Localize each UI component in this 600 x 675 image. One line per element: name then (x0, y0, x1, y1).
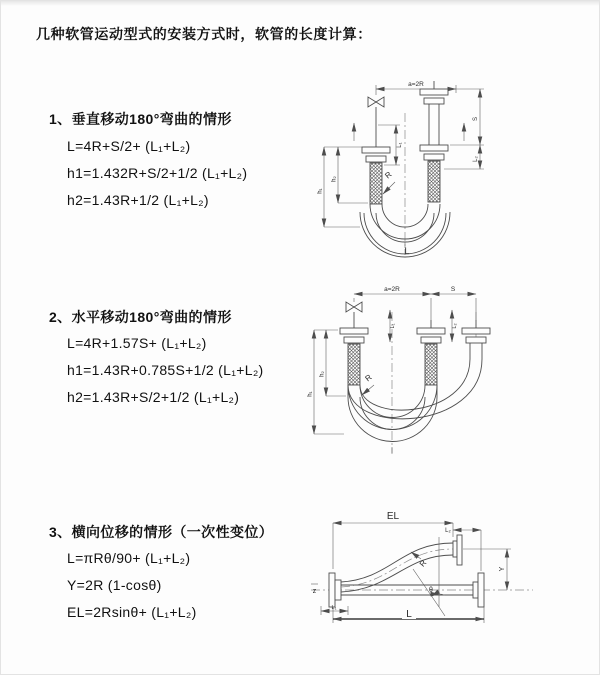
page-title: 几种软管运动型式的安装方式时，软管的长度计算： (36, 26, 372, 42)
length-label: L (404, 246, 410, 256)
section-2-heading: 2、水平移动180°弯曲的情形 (49, 309, 232, 325)
dim-label-y: Y (499, 566, 506, 572)
angle-label: θ (429, 587, 433, 594)
section-3-heading: 3、横向位移的情形（一次性变位） (49, 524, 274, 540)
dim-label-l1: L₁ (397, 142, 403, 148)
s-curve-hose (341, 535, 462, 592)
diagram-lateral-displacement (301, 499, 600, 654)
valve-icon (368, 97, 384, 147)
dim-label-s: S (450, 286, 456, 293)
radius-label: R (417, 558, 429, 569)
radius-label: R (383, 169, 394, 181)
dim-label-h2: h₂ (319, 371, 326, 377)
dimension-lines (318, 81, 485, 256)
dim-label-h2: h₂ (331, 176, 338, 182)
dim-label-l: L (406, 609, 412, 620)
dim-label-h1: h₁ (307, 391, 314, 397)
section-1-heading: 1、垂直移动180°弯曲的情形 (49, 111, 232, 127)
dim-label-l1: L₁ (331, 605, 337, 611)
dim-label-l2: L₂ (452, 323, 458, 329)
dim-label-l2: L₂ (445, 528, 451, 534)
svg-text:z: z (312, 588, 317, 595)
formula-line: h2=1.43R+1/2 (L₁+L₂) (67, 192, 209, 208)
formula-line: EL=2Rsinθ+ (L₁+L₂) (67, 604, 197, 620)
formula-line: h2=1.43R+S/2+1/2 (L₁+L₂) (67, 389, 240, 405)
formula-line: L=πRθ/90+ (L₁+L₂) (67, 550, 191, 566)
middle-pipe-end (417, 320, 445, 385)
dim-label-a2r: a=2R (384, 286, 400, 293)
centerline-mark-icon (311, 584, 318, 595)
dim-label-l2: L₂ (473, 156, 479, 162)
formula-line: L=4R+1.57S+ (L₁+L₂) (67, 335, 207, 351)
formula-line: Y=2R (1-cosθ) (67, 577, 162, 593)
dim-label-l1: L₁ (390, 323, 396, 329)
left-flange-end (329, 573, 341, 607)
formula-line: L=4R+S/2+ (L₁+L₂) (67, 138, 191, 154)
valve-icon (346, 302, 362, 328)
section-2-formulas (67, 330, 264, 411)
formula-line: h1=1.432R+S/2+1/2 (L₁+L₂) (67, 165, 248, 181)
formula-line: h1=1.43R+0.785S+1/2 (L₁+L₂) (67, 362, 264, 378)
right-pipe-end (420, 81, 448, 202)
u-bend-hoses (348, 359, 482, 442)
diagram-horizontal-180-bend (306, 284, 596, 459)
section-3-formulas (67, 545, 197, 626)
dim-label-s: S (473, 116, 479, 122)
dim-label-el: EL (386, 511, 400, 522)
dim-label-a2r: a=2R (408, 81, 424, 88)
radius-label: R (363, 372, 374, 384)
section-1-formulas (67, 133, 247, 214)
diagram-vertical-180-bend (316, 73, 586, 258)
dim-label-h1: h₁ (317, 188, 324, 194)
